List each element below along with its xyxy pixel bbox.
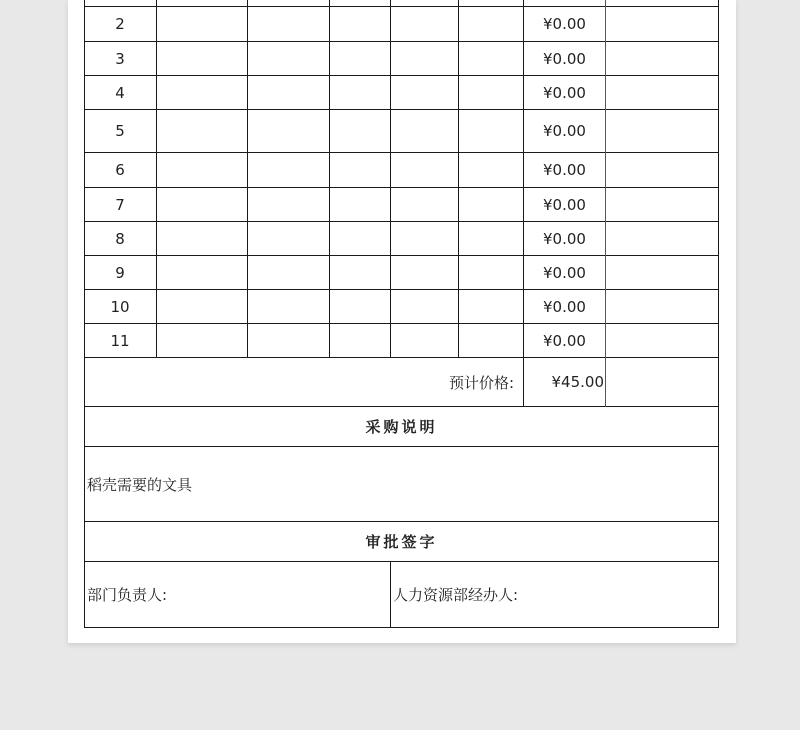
row-number: 11 [110, 331, 130, 350]
purchase-section-title: 采购说明 [365, 418, 438, 436]
dept-head-signature-label: 部门负责人: [87, 586, 168, 604]
grid-line [390, 561, 391, 628]
grid-line [329, 0, 330, 358]
grid-line [84, 627, 719, 628]
row-amount: ¥0.00 [543, 297, 586, 316]
row-amount: ¥0.00 [543, 229, 586, 248]
grid-line [84, 152, 719, 153]
row-amount: ¥0.00 [543, 15, 586, 33]
row-amount: ¥0.00 [543, 195, 586, 214]
row-number: 9 [115, 263, 125, 282]
grid-line [605, 0, 606, 407]
grid-line [84, 255, 719, 256]
row-amount: ¥0.00 [543, 161, 586, 179]
row-number: 2 [115, 15, 125, 33]
grid-line [390, 0, 391, 358]
total-label: 预计价格: [448, 373, 514, 392]
row-amount: ¥0.00 [543, 263, 586, 282]
row-number: 8 [115, 229, 125, 248]
row-amount: ¥0.00 [543, 331, 586, 350]
row-number: 7 [115, 195, 125, 214]
grid-line [458, 0, 459, 358]
grid-line [84, 323, 719, 324]
row-amount: ¥0.00 [543, 83, 586, 102]
row-number: 3 [115, 49, 125, 68]
purchase-form-table [84, 0, 719, 628]
grid-line [84, 109, 719, 110]
row-amount: ¥0.00 [543, 49, 586, 68]
grid-line [84, 221, 719, 222]
total-value: ¥45.00 [551, 373, 604, 391]
row-number: 6 [115, 161, 125, 179]
grid-line [84, 6, 719, 7]
purchase-description: 稻壳需要的文具 [87, 475, 193, 494]
grid-line [84, 75, 719, 76]
row-number: 4 [115, 83, 125, 102]
row-amount: ¥0.00 [543, 122, 586, 140]
hr-handler-signature-label: 人力资源部经办人: [393, 586, 519, 604]
grid-line [84, 289, 719, 290]
grid-line [84, 187, 719, 188]
row-number: 5 [115, 122, 125, 140]
grid-line [247, 0, 248, 358]
row-number: 10 [110, 297, 130, 316]
approval-section-title: 审批签字 [365, 533, 438, 551]
grid-line [156, 0, 157, 358]
grid-line [84, 41, 719, 42]
